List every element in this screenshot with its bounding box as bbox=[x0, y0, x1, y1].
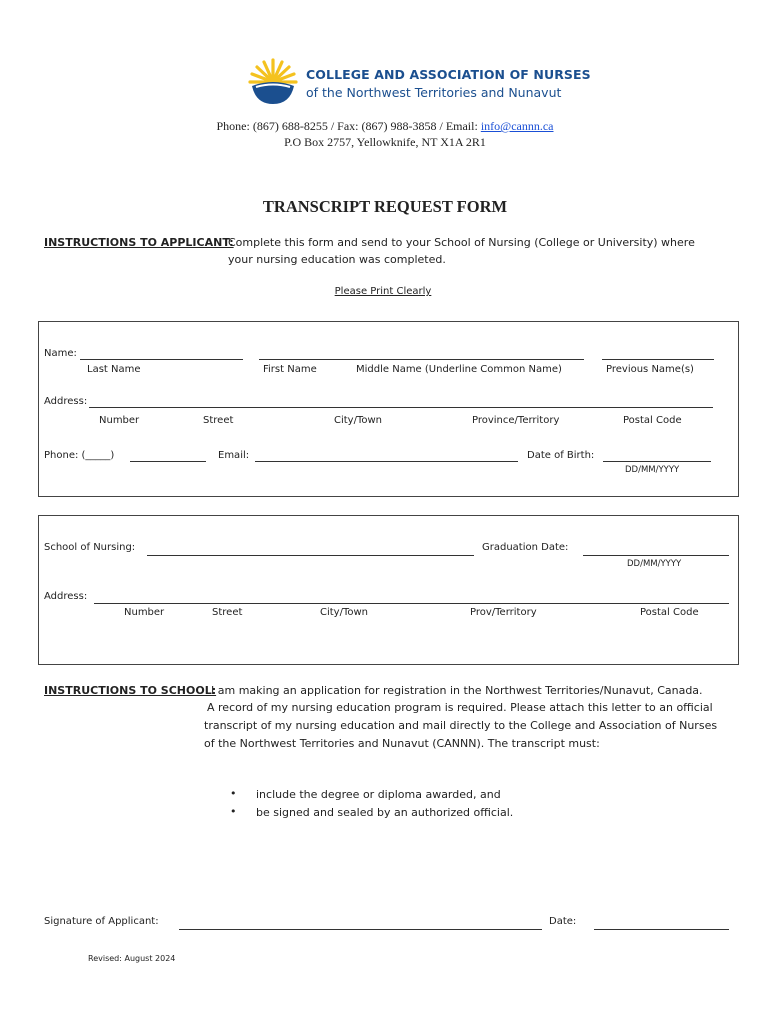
school-city-caption: City/Town bbox=[320, 607, 369, 618]
print-clearly-note: Please Print Clearly bbox=[334, 286, 432, 297]
school-street-caption: Street bbox=[212, 607, 243, 618]
number-caption: Number bbox=[99, 415, 140, 426]
school-postal-caption: Postal Code bbox=[640, 607, 699, 618]
email-link[interactable]: info@cannn.ca bbox=[480, 119, 554, 133]
contact-line bbox=[0, 119, 770, 134]
email-label: Email: bbox=[218, 450, 250, 461]
graduation-format-caption: DD/MM/YYYY bbox=[627, 559, 682, 569]
school-instructions-line3: transcript of my nursing education and mail directly to the College and Association of Nurses bbox=[204, 719, 718, 732]
signature-field[interactable] bbox=[179, 929, 542, 930]
graduation-date-label: Graduation Date: bbox=[482, 542, 569, 553]
contact-text: Phone: (867) 688-8255 / Fax: (867) 988-3858 / Email: bbox=[216, 119, 481, 133]
dob-format-caption: DD/MM/YYYY bbox=[625, 465, 680, 475]
address-line: P.O Box 2757, Yellowknife, NT X1A 2R1 bbox=[284, 135, 486, 149]
last-name-field[interactable] bbox=[80, 359, 243, 360]
previous-names-caption: Previous Name(s) bbox=[606, 364, 694, 375]
logo-org-subtitle: of the Northwest Territories and Nunavut bbox=[306, 85, 562, 100]
phone-field[interactable] bbox=[130, 461, 206, 462]
revised-note: Revised: August 2024 bbox=[88, 954, 176, 963]
page-title: TRANSCRIPT REQUEST FORM bbox=[262, 197, 508, 216]
school-address-field[interactable] bbox=[94, 603, 729, 604]
postal-caption: Postal Code bbox=[623, 415, 682, 426]
previous-names-field[interactable] bbox=[602, 359, 714, 360]
school-province-caption: Prov/Territory bbox=[470, 607, 537, 618]
signature-label: Signature of Applicant: bbox=[44, 916, 159, 927]
school-label: School of Nursing: bbox=[44, 542, 136, 553]
email-field[interactable] bbox=[255, 461, 518, 462]
logo bbox=[246, 52, 591, 110]
school-field[interactable] bbox=[147, 555, 474, 556]
bullet-text: include the degree or diploma awarded, and bbox=[256, 788, 501, 801]
date-field[interactable] bbox=[594, 929, 729, 930]
school-info-box bbox=[38, 515, 739, 665]
address-label: Address: bbox=[44, 396, 88, 407]
logo-org-name: COLLEGE AND ASSOCIATION OF NURSES bbox=[306, 67, 591, 82]
middle-name-caption: Middle Name (Underline Common Name) bbox=[356, 364, 562, 375]
school-address-label: Address: bbox=[44, 591, 88, 602]
sun-logo-icon bbox=[246, 54, 300, 108]
bullet-text: be signed and sealed by an authorized official. bbox=[256, 806, 514, 819]
bullet-icon: • bbox=[230, 787, 237, 800]
applicant-instructions-label: INSTRUCTIONS TO APPLICANT: bbox=[44, 236, 234, 249]
name-label: Name: bbox=[44, 348, 77, 359]
graduation-date-field[interactable] bbox=[583, 555, 729, 556]
applicant-instructions-line2: your nursing education was completed. bbox=[228, 253, 446, 266]
city-caption: City/Town bbox=[334, 415, 383, 426]
school-instructions-line1: I am making an application for registration in the Northwest Territories/Nunavut, Canada. bbox=[211, 684, 703, 697]
phone-label: Phone: (_____) bbox=[44, 450, 115, 461]
date-label: Date: bbox=[549, 916, 577, 927]
last-name-caption: Last Name bbox=[87, 364, 141, 375]
province-caption: Province/Territory bbox=[472, 415, 560, 426]
dob-label: Date of Birth: bbox=[527, 450, 595, 461]
school-number-caption: Number bbox=[124, 607, 165, 618]
first-middle-name-field[interactable] bbox=[259, 359, 584, 360]
first-name-caption: First Name bbox=[263, 364, 317, 375]
school-instructions-line4: of the Northwest Territories and Nunavut (CANNN). The transcript must: bbox=[204, 737, 600, 750]
school-instructions-label: INSTRUCTIONS TO SCHOOL: bbox=[44, 684, 217, 697]
address-field[interactable] bbox=[89, 407, 713, 408]
bullet-icon: • bbox=[230, 805, 237, 818]
street-caption: Street bbox=[203, 415, 234, 426]
school-instructions-line2: A record of my nursing education program is required. Please attach this letter to an official bbox=[207, 701, 713, 714]
dob-field[interactable] bbox=[603, 461, 711, 462]
applicant-instructions-line1: Complete this form and send to your School of Nursing (College or University) where bbox=[228, 236, 695, 249]
